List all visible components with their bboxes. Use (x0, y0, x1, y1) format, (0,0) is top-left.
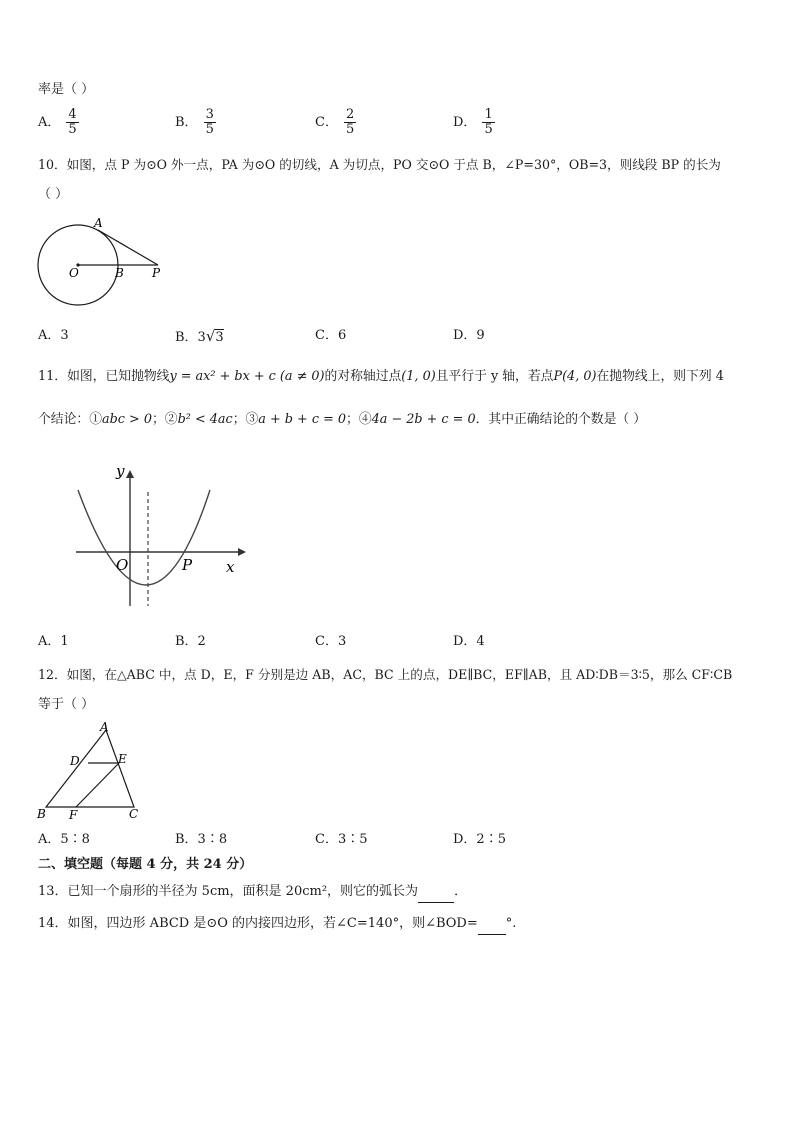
q9-stem-tail: 率是（ ） (38, 82, 95, 97)
q11-sep-2: ；② (151, 412, 178, 427)
label-b: B (37, 807, 46, 821)
label-p: P (152, 266, 161, 280)
q13-answer-blank[interactable] (418, 882, 454, 903)
q11-text-1: 11．如图，已知抛物线 (38, 369, 170, 384)
label-f: F (69, 808, 78, 822)
q9-b-numerator: 3 (205, 107, 214, 122)
q11-option-a: A．1 (38, 634, 69, 649)
q10-stem-continued: （ ） (38, 187, 69, 202)
q10-option-b (175, 326, 224, 348)
q13-text-end: ． (454, 884, 468, 899)
label-a: A (94, 216, 103, 230)
q9-option-b-label: B． (175, 115, 198, 130)
q11-sep-3: ；③ (232, 412, 259, 427)
q11-stem-line1 (38, 367, 724, 387)
q9-a-denominator: 5 (68, 122, 77, 137)
q10-stem: 10．如图，点 P 为⊙O 外一点，PA 为⊙O 的切线，A 为切点，PO 交⊙O 于点 B，∠P=30°，OB=3，则线段 BP 的长为 (38, 157, 721, 172)
q9-option-a-fraction (66, 108, 78, 137)
section-heading: 二、填空题（每题 4 分，共 24 分） (38, 857, 253, 872)
q9-option-b (175, 108, 216, 137)
q9-option-d (453, 108, 495, 137)
q11-text-3: 且平行于 y 轴，若点 (435, 369, 554, 384)
label-c: C (129, 807, 139, 821)
label-a: A (100, 720, 109, 734)
q11-parabola-formula: y = ax² + bx + c (a ≠ 0) (169, 369, 325, 384)
q10-circle-figure (34, 214, 184, 314)
q11-conclusion-2: b² < 4ac (177, 412, 233, 427)
q9-c-numerator: 2 (345, 107, 355, 122)
q10-option-b-text: B．3 (175, 330, 206, 345)
q14-text-end: °. (505, 916, 517, 931)
q14-answer-blank[interactable] (478, 914, 506, 935)
segment-ef (76, 763, 119, 807)
label-b: B (115, 266, 124, 280)
q9-a-numerator: 4 (68, 107, 77, 122)
q11-conclusion-1: abc > 0 (101, 412, 152, 427)
q9-b-denominator: 5 (205, 122, 214, 137)
label-e: E (118, 752, 127, 766)
q11-option-c: C．3 (315, 634, 347, 649)
sqrt-icon: √ (205, 327, 216, 345)
q11-line2-intro: 个结论：① (38, 412, 102, 427)
q11-conclusion-4: 4a − 2b + c = 0 (371, 412, 476, 427)
q9-option-d-fraction (482, 108, 494, 137)
q11-stem-line2 (38, 410, 646, 430)
label-y: y (116, 462, 125, 480)
q10-option-a: A．3 (38, 328, 69, 343)
q9-d-numerator: 1 (484, 107, 493, 122)
q11-text-2: 的对称轴过点 (324, 369, 402, 384)
q12-stem-continued: 等于（ ） (38, 697, 95, 712)
q9-option-b-fraction (204, 108, 216, 137)
tangent-pa (98, 230, 158, 265)
q12-option-a: A．5∶8 (38, 832, 90, 847)
label-p: P (182, 556, 193, 574)
q9-option-a-label: A． (38, 115, 61, 130)
q12-option-b: B．3∶8 (175, 832, 228, 847)
q11-option-b: B．2 (175, 634, 206, 649)
q13-text: 13．已知一个扇形的半径为 5cm，面积是 20cm²，则它的弧长为 (38, 884, 419, 899)
q11-point-axis: (1, 0) (401, 369, 436, 384)
q14-stem (38, 914, 516, 935)
q9-option-c-label: C． (315, 115, 338, 130)
q12-triangle-figure (34, 720, 154, 822)
q11-text-4: 在抛物线上，则下列 4 (596, 369, 724, 384)
q9-c-denominator: 5 (345, 122, 355, 137)
q9-d-denominator: 5 (484, 122, 493, 137)
q9-option-c (315, 108, 356, 137)
q13-stem (38, 882, 467, 903)
x-axis-arrow-icon (238, 548, 246, 556)
label-d: D (70, 754, 80, 768)
q11-line2-tail: ．其中正确结论的个数是（ ） (475, 412, 647, 427)
q9-option-a (38, 108, 79, 137)
label-x: x (226, 558, 235, 576)
triangle-abc (46, 730, 134, 807)
q11-conclusion-3: a + b + c = 0 (258, 412, 347, 427)
q11-parabola-figure (70, 460, 250, 615)
label-o: O (116, 556, 129, 574)
q9-option-c-fraction (344, 108, 356, 137)
q10-option-b-radicand: 3 (215, 330, 224, 345)
q11-sep-4: ；④ (346, 412, 372, 427)
q10-option-c: C．6 (315, 328, 347, 343)
label-o: O (69, 266, 79, 280)
q12-option-d: D．2∶5 (453, 832, 506, 847)
q11-point-p: P(4, 0) (553, 369, 597, 384)
y-axis-arrow-icon (126, 470, 134, 478)
q10-option-d: D．9 (453, 328, 485, 343)
q9-option-d-label: D． (453, 115, 477, 130)
q12-stem: 12．如图，在△ABC 中，点 D，E，F 分别是边 AB，AC，BC 上的点，DE∥BC，EF∥AB，且 AD∶DB＝3∶5，那么 CF∶CB (38, 667, 733, 682)
q12-option-c: C．3∶5 (315, 832, 368, 847)
q11-option-d: D．4 (453, 634, 485, 649)
q14-text: 14．如图，四边形 ABCD 是⊙O 的内接四边形，若∠C=140°，则∠BOD= (38, 916, 478, 931)
